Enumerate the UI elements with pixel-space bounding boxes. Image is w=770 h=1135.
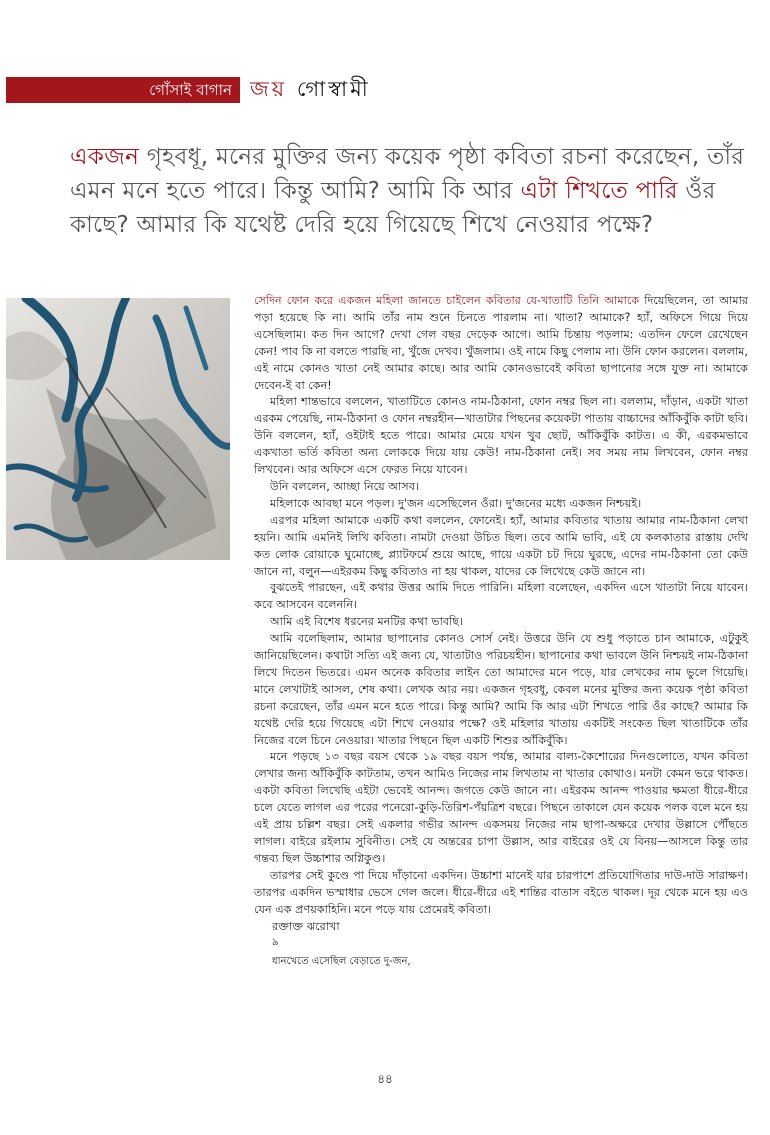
pull-quote-text-1: গৃহবধূ, মনের মুক্তির জন্য কয়েক পৃষ্ঠা কবিতা রচনা করেছেন, তাঁর এমন মনে হতে পারে। কিন্তু আমি? আমি কি আর xyxy=(70,144,745,204)
pull-quote xyxy=(70,140,760,242)
pull-quote-highlight: এটা শিখতে পারি xyxy=(520,178,678,204)
verse-line: ধানখেতে এসেছিল বেড়াতে দু-জন, xyxy=(272,956,411,968)
abstract-artwork-image xyxy=(6,298,230,560)
page-number: ৪৪ xyxy=(377,1072,393,1086)
paragraph-1-rest: দিয়েছিলেন, তা আমার পড়া হয়েছে কি না। আমি তাঁর নাম শুনে চিনতে পারলাম না। খাতা? আমাকে? হ্যাঁ, অফিসে গিয়ে দিয়ে এসেছিলাম। কত দিন আগে? দেখা গেল বছর দেড়েক আগে। আমি চিন্তায় পড়লাম: এতদিন ফেলে রেখেছেন কেন! পাব কি না বলতে পারছি না, খুঁজে দেখব। খুঁজলাম। ওই নামে কিছু পেলাম না। উনি ফোন করলেন। বললাম, এই নামে কোনও খাতা নেই আমার কাছে। আর আমি কোনওভাবেই কবিতা ছাপানোর সঙ্গে যুক্ত না। আমাকে দেবেন-ই বা কেন! xyxy=(254,294,749,392)
author-name xyxy=(250,74,371,104)
pull-quote-lead: একজন xyxy=(70,144,140,170)
paragraph-2: মহিলা শান্তভাবে বললেন, খাতাটিতে কোনও নাম-ঠিকানা, ফোন নম্বর ছিল না। বললাম, দাঁড়ান, একটা খাতা এরকম পেয়েছি, নাম-ঠিকানা ও ফোন নম্বরহীন—খাতাটার পিছনের কয়েকটা পাতায় বাচ্চাদের আঁকিবুঁকি কাটা ছবি। উনি বললেন, হ্যাঁ, ওইটাই হতে পারে। আমার মেয়ে যখন খুব ছোট, আঁকিবুঁকি কাটত। এ কী, এরকমভাবে একখাতা ভর্তি কবিতা অন্য লোককে দিয়ে যায় কেউ! নাম-ঠিকানা নেই। সব সময় নাম লিখবেন, ফোন নম্বর লিখবেন। আর অফিসে এসে ফেরত নিয়ে যাবেন। xyxy=(254,395,748,477)
author-last-name: গোস্বামী xyxy=(296,77,371,101)
paragraph-1 xyxy=(254,293,748,394)
article-body xyxy=(254,293,748,971)
paragraph-10: তারপর সেই কুণ্ডে পা দিয়ে দাঁড়ানো একদিন। উচ্চাশা মানেই যার চারপাশে প্রতিযোগিতার দাউ-দাউ সারাক্ষণ। তারপর একদিন ভস্মাধার ভেসে গেল জলে। ধীরে-ধীরে এই শান্তির বাতাস বইতে থাকল। দূর থেকে মনে হয় এও যেন এক প্রণয়কাহিনি। মনে পড়ে যায় প্রেমেরই কবিতা। xyxy=(254,868,748,916)
column-title-tag xyxy=(6,77,240,103)
paragraph-3: উনি বললেন, আচ্ছা নিয়ে আসব। xyxy=(270,479,419,493)
column-title: গোঁসাই বাগান xyxy=(149,81,232,99)
artwork-illustration xyxy=(6,298,230,560)
author-first-name: জয় xyxy=(250,77,288,101)
paragraph-8: আমি বলেছিলাম, আমার ছাপানোর কোনও সোর্স নেই। উত্তরে উনি যে শুধু পড়াতে চান আমাকে, এটুকুই জানিয়েছিলেন। কথাটা সত্যি এই জন্য যে, খাতাটাও পরিচয়হীন। ছাপানোর কথা ভাবলে উনি নিশ্চয়ই নাম-ঠিকানা লিখে দিতেন ভিতরে। এমন অনেক কবিতার লাইন তো আমাদের মনে পড়ে, যার লেখকের নাম ভুলে গিয়েছি। মানে লেখাটাই আসল, শেষ কথা। লেখক আর নয়। একজন গৃহবধূ, কেবল মনের মুক্তির জন্য কয়েক পৃষ্ঠা কবিতা রচনা করেছেন, তাঁর এমন মনে হতে পারে। কিন্তু আমি? আমি কি আর এটা শিখতে পারি ওঁর কাছে? আমার কি যথেষ্ট দেরি হয়ে গিয়েছে এটা শিখে নেওয়ার পক্ষে? ওই মহিলার খাতায় একটিই সংকেত ছিল খাতাটিকে তাঁর নিজের বলে চিনে নেওয়ার। খাতার পিছনে ছিল একটি শিশুর আঁকিবুঁকি। xyxy=(254,632,748,747)
article-lede: সেদিন ফোন করে একজন মহিলা জানতে চাইলেন কবিতার যে-খাতাটি তিনি আমাকে xyxy=(254,294,640,307)
pull-quote-text-2: ওঁর কাছে? আমার কি যথেষ্ট দেরি হয়ে গিয়েছে শিখে নেওয়ার পক্ষে? xyxy=(70,178,716,238)
paragraph-6: বুঝতেই পারছেন, এই কথার উত্তর আমি দিতে পারিনি। মহিলা বলেছেন, একদিন এসে খাতাটা নিয়ে যাবেন। কবে আসবেন বলেননি। xyxy=(254,581,748,612)
verse-number: ৯ xyxy=(272,937,279,949)
verse-title: রক্তাক্ত ঝরোখা xyxy=(272,919,340,933)
paragraph-7: আমি এই বিশেষ ধরনের মনটির কথা ভাবছি। xyxy=(270,615,464,629)
paragraph-9: মনে পড়ছে ১৩ বছর বয়স থেকে ১৯ বছর বয়স পর্যন্ত, আমার বাল্য-কৈশোরের দিনগুলোতে, যখন কবিতা লেখার জন্য আঁকিবুঁকি কাটতাম, তখন আমিও নিজের নাম লিখতাম না খাতার কোথাও। মনটা কেমন ভরে থাকত। একটা কবিতা লিখেছি এইটা ভেবেই আনন্দ। জগতে কেউ জানে না। এইরকম আনন্দ পাওয়ার ক্ষমতা ধীরে-ধীরে চলে যেতে লাগল এর পরের পনেরো-কুড়ি-তিরিশ-পঁয়ত্রিশ বছরে। পিছনে তাকালে যেন কয়েক পলক বলে মনে হয় এই প্রায় চল্লিশ বছর। সেই একলার গভীর আনন্দ একসময় নিজের নাম ছাপা-অক্ষরে দেখার উল্লাসে পৌঁছতে লাগল। বাইরে রইলাম সুবিনীত। সেই যে অন্তরের চাপা উল্লাস, আর বাইরের ওই যে বিনয়—আসলে কিন্তু তার গন্তব্য ছিল উচ্চাশার অগ্নিকুণ্ড। xyxy=(254,750,748,865)
paragraph-5: এরপর মহিলা আমাকে একটি কথা বললেন, ফোনেই। হ্যাঁ, আমার কবিতার খাতায় আমার নাম-ঠিকানা লেখা হয়নি। আমি এমনিই লিখি কবিতা। নামটা দেওয়া উচিত ছিল। তবে আমি ভাবি, এই যে কলকাতার রাস্তায় দেখি কত লোক রোয়াকে ঘুমোচ্ছে, প্ল্যাটফর্মে শুয়ে আছে, গায়ে একটা চট দিয়ে ঘুরছে, এদের নাম-ঠিকানা তো কেউ জানে না, বলুন—এইরকম কিছু কবিতাও না হয় থাকল, যাদের কে লিখেছে কেউ জানে না। xyxy=(254,513,748,578)
paragraph-4: মহিলাকে আবছা মনে পড়ল। দু'জন এসেছিলেন ওঁরা। দু'জনের মধ্যে একজন নিশ্চয়ই। xyxy=(270,496,642,510)
